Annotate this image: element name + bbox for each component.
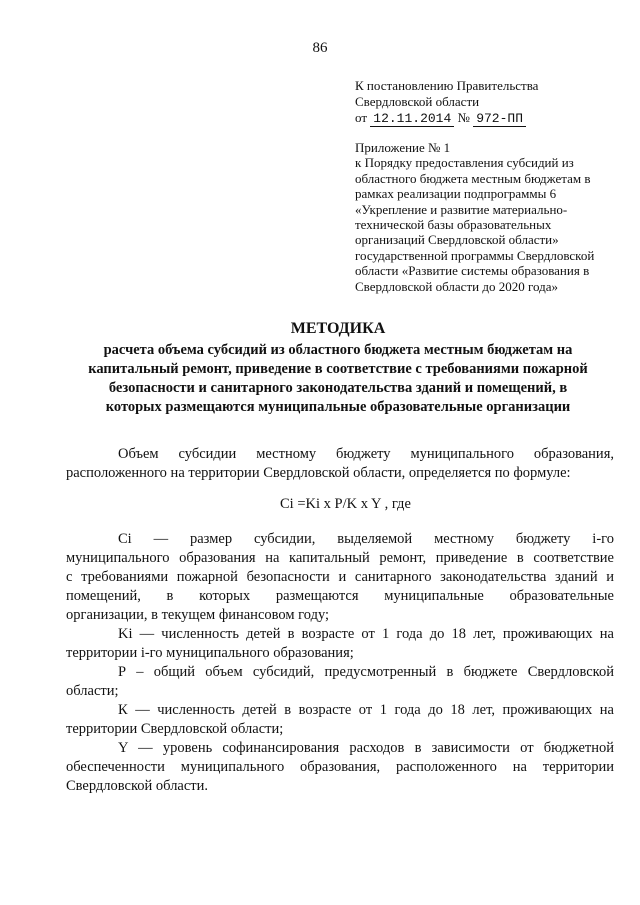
definition-line: Р – общий объем субсидий, предусмотренный в бюджете Свердловской (118, 664, 614, 680)
definition-y (66, 739, 614, 796)
definition-line: с требованиями пожарной безопасности и санитарного законодательства зданий и (66, 569, 614, 585)
subtitle-line: расчета объема субсидий из областного бюджета местным бюджетам на (103, 342, 573, 358)
definition-ki (66, 625, 614, 663)
intro-line: Объем субсидии местному бюджету муниципального образования, (118, 446, 614, 462)
definition-line: К — численность детей в возрасте от 1 года до 18 лет, проживающих на (118, 702, 614, 718)
definition-line: организации, в текущем финансовом году; (66, 607, 330, 623)
resolution-date-number (355, 110, 617, 127)
resolution-line-2: Свердловской области (355, 94, 480, 109)
definition-line: территории i-го муниципального образования; (66, 645, 354, 661)
appendix-line: областного бюджета местным бюджетам в (355, 170, 591, 186)
definition-line: Y — уровень софинансирования расходов в зависимости от бюджетной (118, 740, 614, 756)
definition-line: обеспеченности муниципального образования, расположенного на территории (66, 759, 614, 775)
definition-p (66, 663, 614, 701)
intro-line: расположенного на территории Свердловской области, определяется по формуле: (66, 465, 571, 481)
definition-line: территории Свердловской области; (66, 721, 284, 737)
resolution-line-1: К постановлению Правительства (355, 78, 539, 93)
appendix-line: государственной программы Свердловской (355, 247, 595, 263)
appendix-line: Приложение № 1 (355, 140, 451, 155)
resolution-reference (355, 78, 617, 127)
definition-line: помещений, в которых размещаются муниципальные образовательные (66, 588, 614, 604)
number-prefix: № (457, 110, 470, 125)
appendix-line: технической базы образовательных (355, 217, 552, 233)
appendix-line: рамках реализации подпрограммы 6 (355, 186, 557, 202)
definition-ci (66, 530, 614, 625)
date-prefix: от (355, 110, 368, 125)
resolution-number: 972-ПП (473, 111, 526, 127)
subtitle-line: безопасности и санитарного законодательства зданий и помещений, в (108, 380, 568, 396)
definition-k (66, 701, 614, 739)
formula: Ci =Ki x P/K x Y , где (280, 496, 411, 512)
subtitle-line: которых размещаются муниципальные образовательные организации (105, 399, 571, 415)
appendix-line: области «Развитие системы образования в (355, 263, 590, 279)
definition-line: Свердловской области. (66, 778, 209, 794)
document-subtitle (60, 341, 616, 417)
definition-line: области; (66, 683, 119, 699)
definition-line: Ci — размер субсидии, выделяемой местному бюджету i-го (118, 531, 614, 547)
subtitle-line: капитальный ремонт, приведение в соответствие с требованиями пожарной (88, 361, 588, 377)
resolution-date: 12.11.2014 (370, 111, 454, 127)
intro-paragraph (66, 445, 614, 483)
page-number: 86 (312, 40, 328, 56)
definition-line: муниципального образования на капитальный ремонт, приведение в соответствие (66, 550, 614, 566)
appendix-line: организаций Свердловской области» (355, 232, 559, 248)
document-title: МЕТОДИКА (290, 320, 386, 337)
appendix-line: «Укрепление и развитие материально- (355, 201, 568, 217)
appendix-line: Свердловской области до 2020 года» (355, 278, 558, 294)
appendix-block (355, 140, 620, 294)
definition-line: Ki — численность детей в возрасте от 1 года до 18 лет, проживающих на (118, 626, 614, 642)
appendix-line: к Порядку предоставления субсидий из (355, 155, 574, 171)
